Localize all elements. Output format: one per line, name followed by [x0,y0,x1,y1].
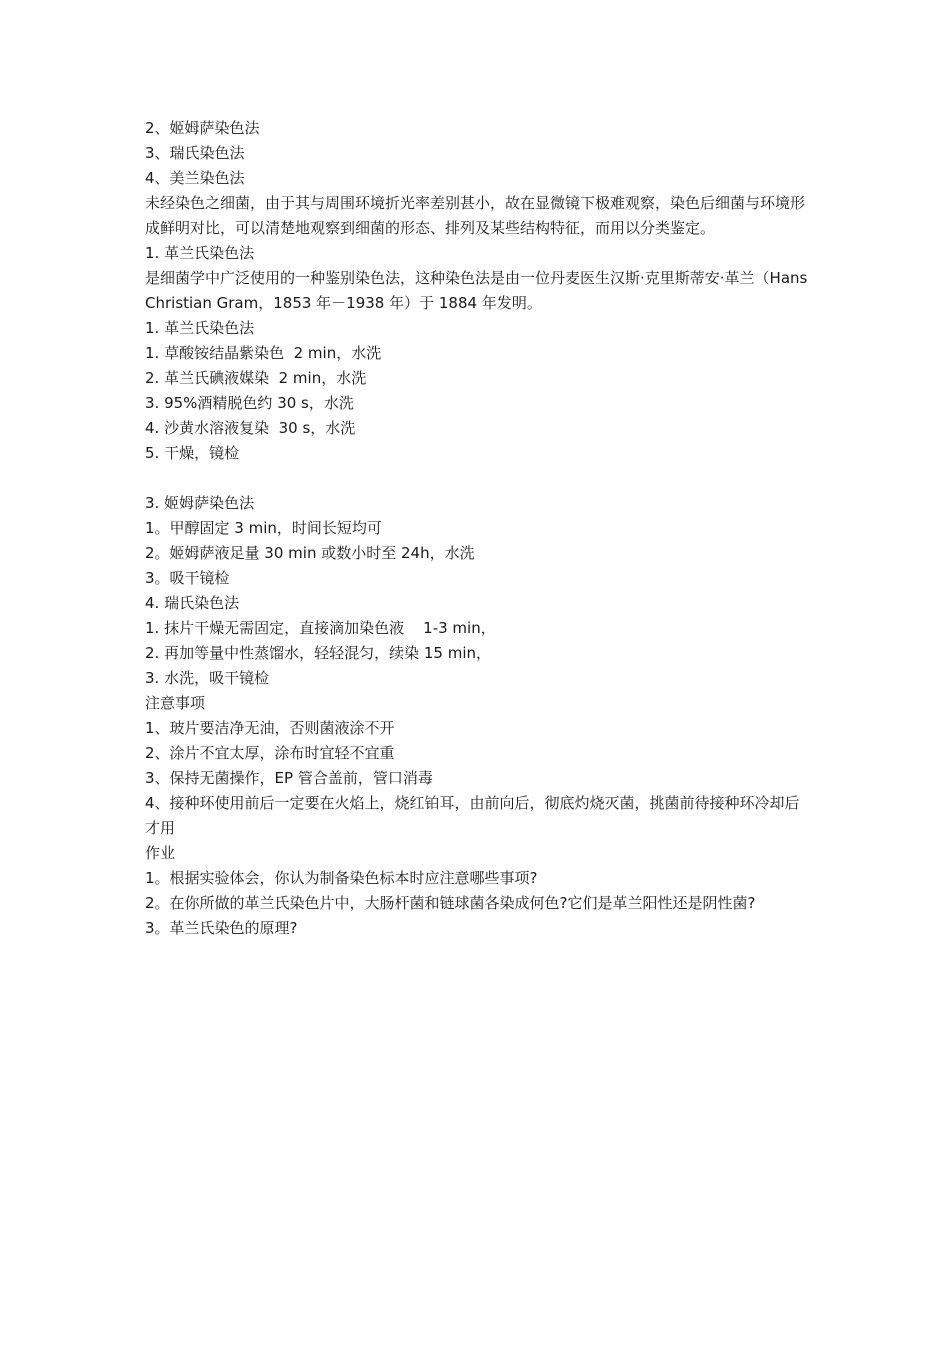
note-item-1: 1、玻片要洁净无油，否则菌液涂不开 [145,719,395,737]
note-item-4: 4、接种环使用前后一定要在火焰上，烧红铂耳，由前向后，彻底灼烧灭菌，挑菌前待接种环冷却后才用 [145,794,800,837]
giemsa-step-3: 3。吸干镜检 [145,569,230,587]
homework-item-3: 3。革兰氏染色的原理? [145,919,298,937]
blank-line [145,466,813,491]
document-body [145,116,813,941]
section-heading-notes: 注意事项 [145,694,206,712]
list-item-wright: 3、瑞氏染色法 [145,144,245,162]
homework-item-1: 1。根据实验体会，你认为制备染色标本时应注意哪些事项? [145,869,538,887]
section-heading-gram: 1. 革兰氏染色法 [145,244,255,262]
list-item-methylene-blue: 4、美兰染色法 [145,169,245,187]
section-heading-homework: 作业 [145,844,176,862]
wright-step-1: 1. 抹片干燥无需固定，直接滴加染色液 1-3 min， [145,619,496,637]
gram-step-2: 2. 革兰氏碘液媒染 2 min，水洗 [145,369,367,387]
wright-step-2: 2. 再加等量中性蒸馏水，轻轻混匀，续染 15 min， [145,644,491,662]
section-heading-wright: 4. 瑞氏染色法 [145,594,240,612]
intro-paragraph: 未经染色之细菌，由于其与周围环境折光率差别甚小，故在显微镜下极难观察，染色后细菌与环境形成鲜明对比，可以清楚地观察到细菌的形态、排列及某些结构特征，而用以分类鉴定。 [145,194,806,237]
gram-step-5: 5. 干燥，镜检 [145,444,240,462]
gram-description-paragraph: 是细菌学中广泛使用的一种鉴别染色法，这种染色法是由一位丹麦医生汉斯·克里斯蒂安·革兰（Hans Christian Gram，1853 年－1938 年）于 1884 年发明。 [145,269,813,312]
wright-step-3: 3. 水洗，吸干镜检 [145,669,270,687]
note-item-3: 3、保持无菌操作，EP 管合盖前，管口消毒 [145,769,433,787]
giemsa-step-1: 1。甲醇固定 3 min，时间长短均可 [145,519,382,537]
giemsa-step-2: 2。姬姆萨液足量 30 min 或数小时至 24h，水洗 [145,544,475,562]
section-heading-giemsa: 3. 姬姆萨染色法 [145,494,255,512]
note-item-2: 2、涂片不宜太厚，涂布时宜轻不宜重 [145,744,395,762]
gram-step-1: 1. 草酸铵结晶紫染色 2 min，水洗 [145,344,382,362]
homework-item-2: 2。在你所做的革兰氏染色片中，大肠杆菌和链球菌各染成何色?它们是革兰阳性还是阴性菌? [145,894,756,912]
section-heading-gram-steps: 1. 革兰氏染色法 [145,319,255,337]
list-item-giemsa: 2、姬姆萨染色法 [145,119,260,137]
gram-step-3: 3. 95%酒精脱色约 30 s，水洗 [145,394,354,412]
gram-step-4: 4. 沙黄水溶液复染 30 s，水洗 [145,419,356,437]
